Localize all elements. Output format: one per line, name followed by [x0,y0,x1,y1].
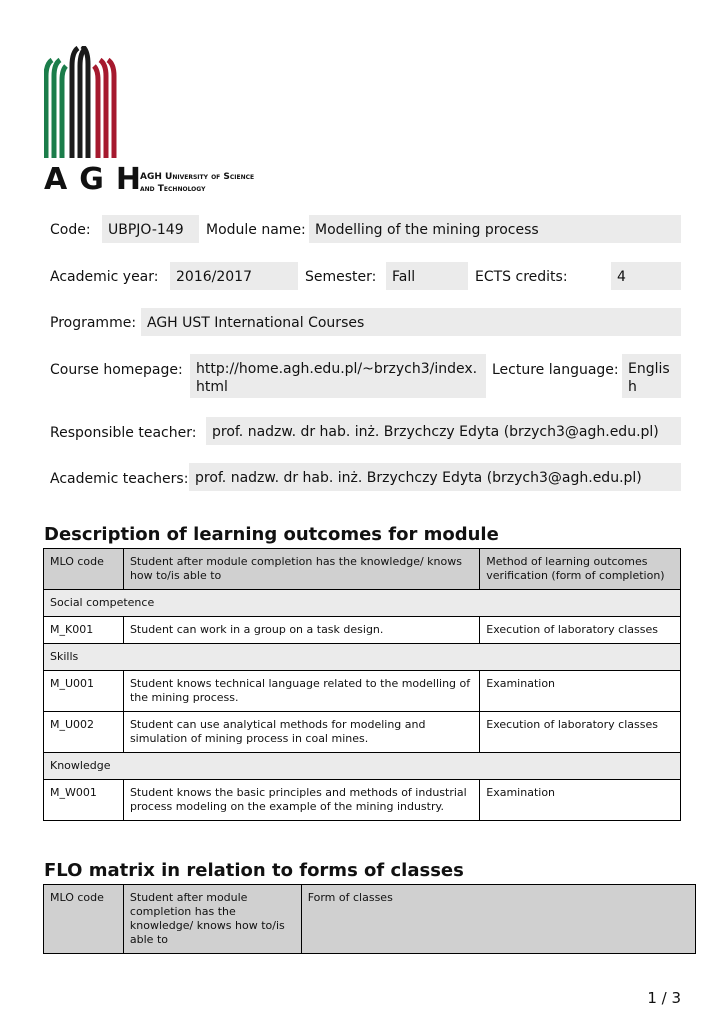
category-row-knowledge [44,753,681,780]
ects-value: 4 [611,262,681,290]
outcomes-table [43,548,681,821]
row-text: Student knows the basic principles and methods of industrial process modeling on the example of the mining industry. [123,780,479,821]
flo-table [43,884,696,954]
flo-header-student-after: Student after module completion has the knowledge/ knows how to/is able to [123,885,301,954]
row-code: M_U002 [44,712,124,753]
row-code: M_U001 [44,671,124,712]
outcomes-header-row [44,549,681,590]
academic-year-label: Academic year: [50,269,159,285]
row-text: Student can work in a group on a task design. [123,617,479,644]
category-skills: Skills [44,644,681,671]
flo-header-mlo-code: MLO code [44,885,124,954]
programme-value: AGH UST International Courses [141,308,681,336]
agh-logo-mark [44,46,124,158]
header-method: Method of learning outcomes verification (form of completion) [480,549,681,590]
row-method: Examination [480,671,681,712]
flo-title: FLO matrix in relation to forms of classes [44,860,464,881]
category-knowledge: Knowledge [44,753,681,780]
academic-year-value: 2016/2017 [170,262,298,290]
semester-value: Fall [386,262,468,290]
row-method: Examination [480,780,681,821]
academic-teachers-value: prof. nadzw. dr hab. inż. Brzychczy Edyta (brzych3@agh.edu.pl) [189,463,681,491]
page-number: 1 / 3 [647,989,681,1007]
agh-logo [44,46,274,196]
lecture-language-label: Lecture language: [492,362,619,378]
homepage-value[interactable]: http://home.agh.edu.pl/~brzych3/index.html [190,354,486,398]
programme-label: Programme: [50,315,137,331]
table-row [44,712,681,753]
table-row [44,780,681,821]
category-row-skills [44,644,681,671]
semester-label: Semester: [305,269,377,285]
category-row-social [44,590,681,617]
academic-teachers-label: Academic teachers: [50,471,189,487]
row-code: M_W001 [44,780,124,821]
flo-header-row [44,885,696,954]
logo-letters: AGH [44,162,153,197]
row-text: Student can use analytical methods for modeling and simulation of mining process in coal mines. [123,712,479,753]
header-student-after: Student after module completion has the knowledge/ knows how to/is able to [123,549,479,590]
row-method: Execution of laboratory classes [480,617,681,644]
outcomes-title: Description of learning outcomes for module [44,524,499,545]
responsible-teacher-label: Responsible teacher: [50,425,197,441]
row-method: Execution of laboratory classes [480,712,681,753]
homepage-label: Course homepage: [50,362,183,378]
lecture-language-value: English [622,354,681,398]
flo-header-form-of-classes: Form of classes [301,885,695,954]
logo-line-1: AGH University of Science [140,172,255,182]
category-social-competence: Social competence [44,590,681,617]
module-name-label: Module name: [206,222,306,238]
table-row [44,671,681,712]
table-row [44,617,681,644]
logo-line-2: and Technology [140,184,206,194]
code-value: UBPJO-149 [102,215,199,243]
row-code: M_K001 [44,617,124,644]
header-mlo-code: MLO code [44,549,124,590]
ects-label: ECTS credits: [475,269,568,285]
code-label: Code: [50,222,91,238]
row-text: Student knows technical language related to the modelling of the mining process. [123,671,479,712]
responsible-teacher-value: prof. nadzw. dr hab. inż. Brzychczy Edyta (brzych3@agh.edu.pl) [206,417,681,445]
module-name-value: Modelling of the mining process [309,215,681,243]
